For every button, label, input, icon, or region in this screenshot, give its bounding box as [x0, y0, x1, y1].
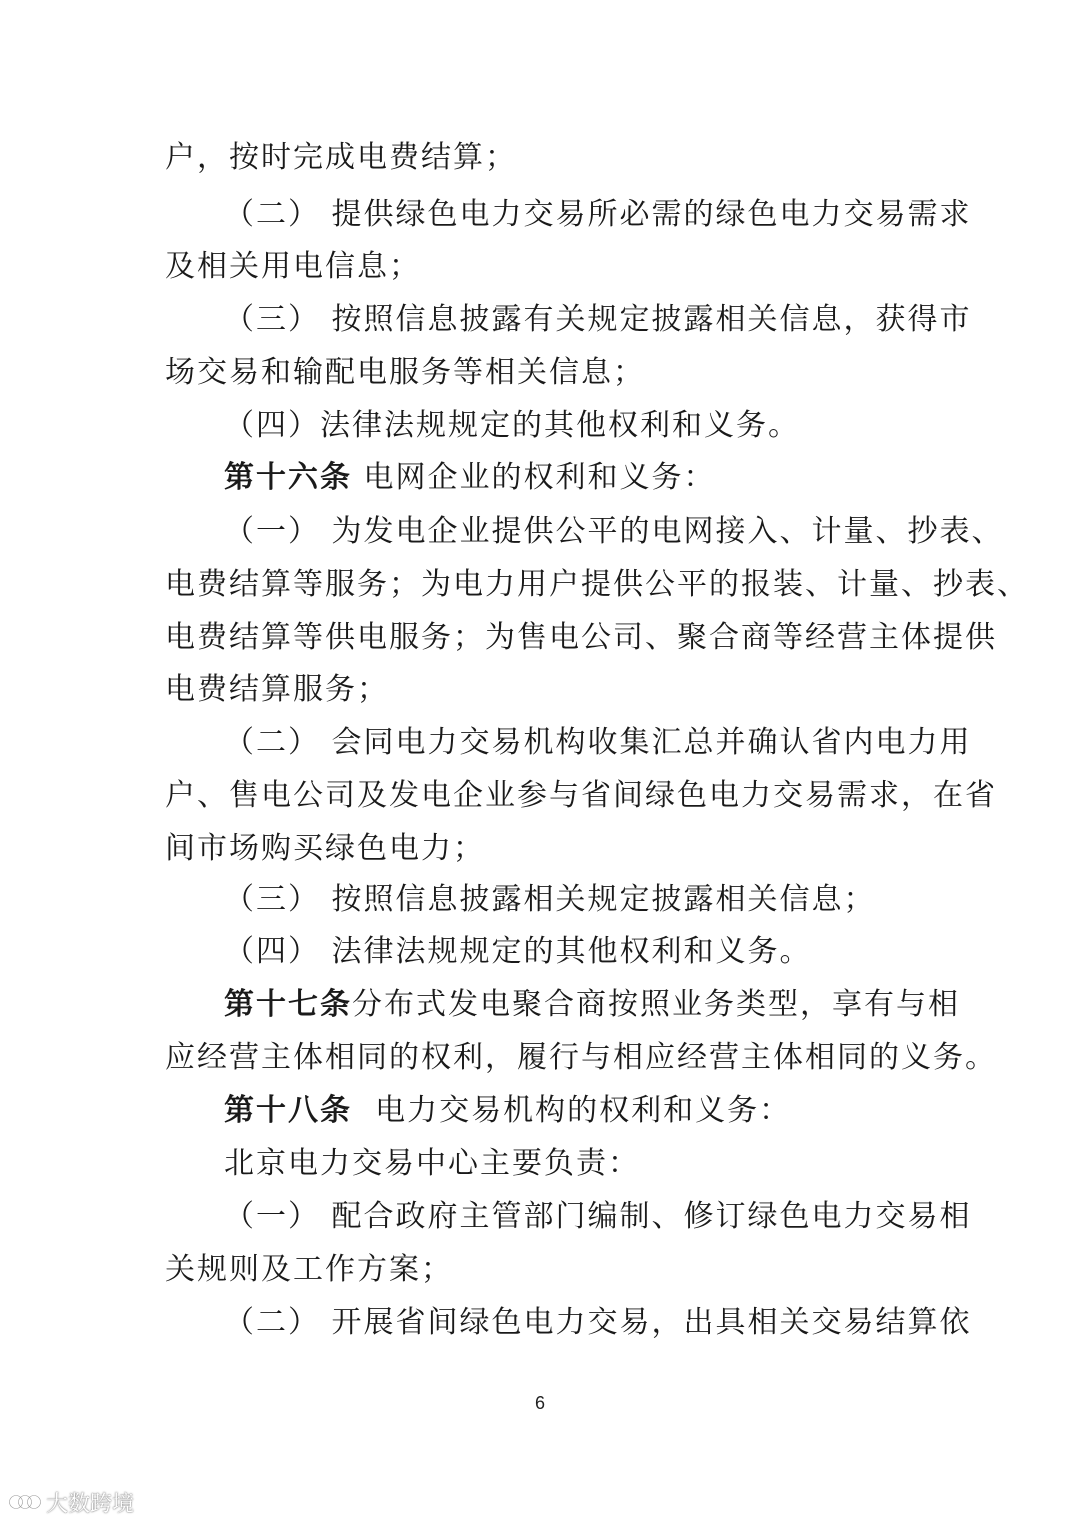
paragraph-line: 电费结算等服务；为电力用户提供公平的报装、计量、抄表、 [165, 567, 1029, 602]
article-heading: 第十六条 [224, 460, 352, 495]
article-17 [224, 985, 960, 1025]
paragraph-line: 户，按时完成电费结算； [165, 140, 517, 175]
paragraph-line: 场交易和输配电服务等相关信息； [165, 355, 645, 390]
watermark [8, 1487, 134, 1517]
article-text: 电网企业的权利和义务： [363, 460, 716, 495]
watermark-text: 大数跨境 [46, 1491, 135, 1517]
paragraph-line: 关规则及工作方案； [165, 1252, 453, 1287]
paragraph-line: （二） 开展省间绿色电力交易，出具相关交易结算依 [224, 1305, 972, 1340]
paragraph-line: （三） 按照信息披露相关规定披露相关信息； [224, 882, 876, 917]
article-text: 分布式发电聚合商按照业务类型，享有与相 [352, 987, 960, 1022]
page-number: 6 [534, 1393, 545, 1413]
article-18 [224, 1091, 984, 1131]
watermark-logo-icon [8, 1491, 42, 1513]
paragraph-line: 户、售电公司及发电企业参与省间绿色电力交易需求，在省 [165, 778, 997, 813]
article-heading: 第十八条 [224, 1093, 352, 1128]
paragraph-line: （四） 法律法规规定的其他权利和义务。 [224, 934, 812, 969]
article-text: 电力交易机构的权利和义务： [375, 1093, 792, 1128]
article-heading: 第十七条 [224, 987, 352, 1022]
paragraph-line: 间市场购买绿色电力； [165, 831, 485, 866]
paragraph-line: 北京电力交易中心主要负责： [224, 1146, 640, 1181]
paragraph-line: 及相关用电信息； [165, 249, 421, 284]
article-16 [224, 458, 984, 498]
paragraph-line: （三） 按照信息披露有关规定披露相关信息，获得市 [224, 302, 972, 337]
paragraph-line: 电费结算等供电服务；为售电公司、聚合商等经营主体提供 [165, 620, 997, 655]
paragraph-line: （二） 提供绿色电力交易所必需的绿色电力交易需求 [224, 197, 972, 232]
paragraph-line: 电费结算服务； [165, 672, 389, 707]
paragraph-line: （四）法律法规规定的其他权利和义务。 [224, 408, 800, 443]
paragraph-line: 应经营主体相同的权利，履行与相应经营主体相同的义务。 [165, 1040, 997, 1075]
paragraph-line: （一） 为发电企业提供公平的电网接入、计量、抄表、 [224, 514, 1004, 549]
paragraph-line: （一） 配合政府主管部门编制、修订绿色电力交易相 [224, 1199, 972, 1234]
paragraph-line: （二） 会同电力交易机构收集汇总并确认省内电力用 [224, 725, 972, 760]
